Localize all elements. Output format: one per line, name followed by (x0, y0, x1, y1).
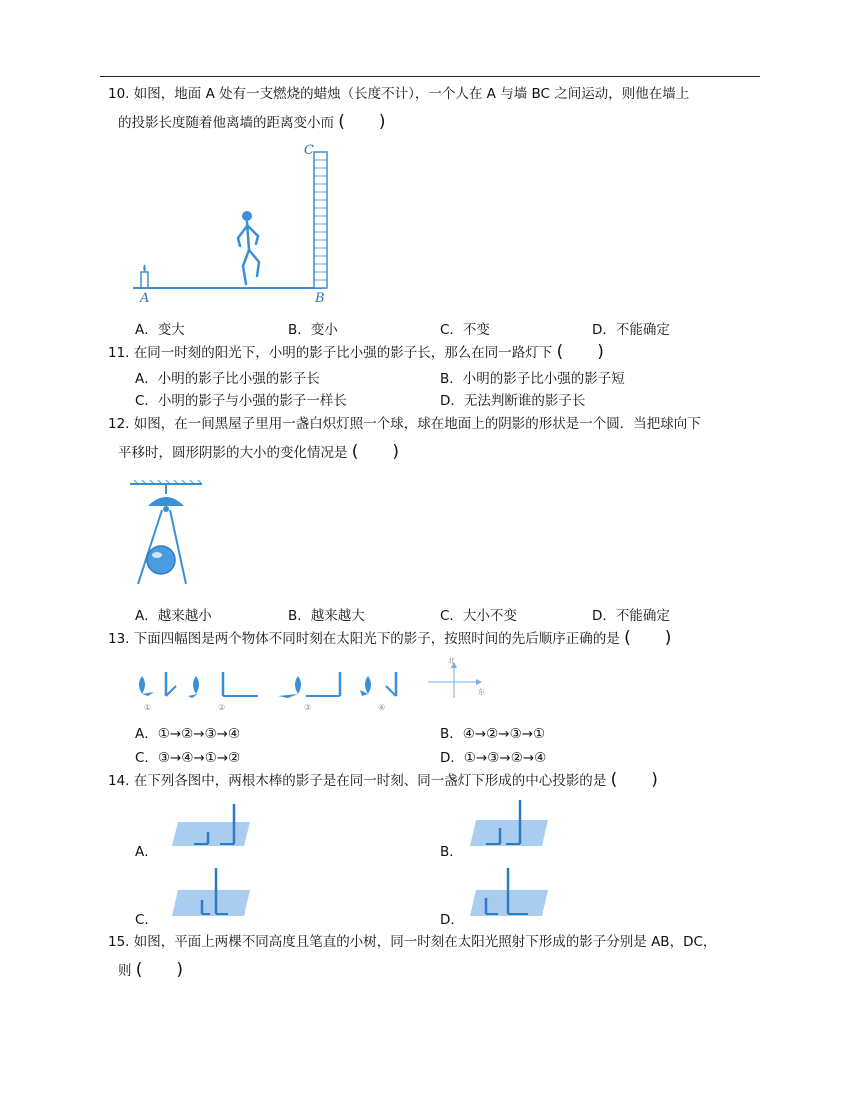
question-text: 如图，地面 A 处有一支燃烧的蜡烛（长度不计），一个人在 A 与墙 BC 之间运动，则他在墙上 (133, 86, 690, 102)
question-number: 14. (108, 773, 130, 789)
question-14 (108, 766, 764, 795)
option-a[interactable]: A．变大 (135, 322, 185, 338)
answer-paren[interactable]: ( ) (338, 112, 386, 132)
option-d[interactable]: D．不能确定 (592, 322, 670, 338)
answer-paren[interactable]: ( ) (610, 770, 658, 790)
option-d[interactable]: D．①→③→②→④ (440, 750, 547, 766)
figure-shadows-sequence (128, 654, 488, 714)
option-a[interactable]: A．越来越小 (135, 608, 212, 624)
answer-paren[interactable]: ( ) (624, 628, 672, 648)
question-number: 11. (108, 345, 130, 361)
option-c[interactable]: C．③→④→①→② (135, 750, 241, 766)
option-a[interactable]: A． (135, 844, 158, 860)
question-15 (108, 928, 764, 985)
option-d[interactable]: D． (440, 912, 464, 928)
panel-label: ② (218, 703, 226, 712)
figure-option-b-sticks (470, 798, 550, 848)
question-text: 如图，在一间黑屋子里用一盏白炽灯照一个球，球在地面上的阴影的形状是一个圆．当把球向下 (133, 416, 701, 432)
compass-north: 北 (448, 657, 455, 665)
question-text: 的投影长度随着他离墙的距离变小而 (118, 115, 334, 131)
question-text: 平移时，圆形阴影的大小的变化情况是 (118, 445, 348, 461)
option-d[interactable]: D．无法判断谁的影子长 (440, 393, 586, 409)
option-a[interactable]: A．①→②→③→④ (135, 726, 241, 742)
question-12 (108, 410, 764, 467)
option-c[interactable]: C．小明的影子与小强的影子一样长 (135, 393, 347, 409)
question-13 (108, 624, 764, 653)
option-a[interactable]: A．小明的影子比小强的影子长 (135, 371, 320, 387)
question-number: 15. (108, 934, 130, 950)
question-text: 下面四幅图是两个物体不同时刻在太阳光下的影子，按照时间的先后顺序正确的是 (133, 631, 620, 647)
question-10 (108, 80, 764, 137)
option-d[interactable]: D．不能确定 (592, 608, 670, 624)
option-b[interactable]: B． (440, 844, 463, 860)
figure-option-c-sticks (172, 866, 252, 918)
option-b[interactable]: B．越来越大 (288, 608, 365, 624)
panel-label: ④ (378, 703, 386, 712)
question-text: 则 (118, 963, 132, 979)
option-b[interactable]: B．小明的影子比小强的影子短 (440, 371, 625, 387)
label-c: C (304, 143, 314, 158)
option-c[interactable]: C．不变 (440, 322, 490, 338)
answer-paren[interactable]: ( ) (135, 960, 184, 980)
question-text: 如图，平面上两棵不同高度且笔直的小树，同一时刻在太阳光照射下形成的影子分别是 AB，DC， (133, 934, 717, 950)
question-text: 在下列各图中，两根木棒的影子是在同一时刻、同一盏灯下形成的中心投影的是 (133, 773, 607, 789)
option-c[interactable]: C． (135, 912, 158, 928)
panel-label: ① (144, 703, 152, 712)
question-number: 12. (108, 416, 130, 432)
figure-option-a-sticks (172, 802, 252, 848)
header-rule (100, 76, 760, 77)
panel-label: ③ (304, 703, 312, 712)
figure-lamp-ball (128, 478, 208, 588)
answer-paren[interactable]: ( ) (556, 342, 604, 362)
label-a: A (140, 291, 150, 306)
figure-candle-wall (128, 140, 348, 308)
option-b[interactable]: B．④→②→③→① (440, 726, 546, 742)
question-11 (108, 338, 764, 367)
option-b[interactable]: B．变小 (288, 322, 338, 338)
figure-option-d-sticks (470, 866, 550, 918)
answer-paren[interactable]: ( ) (351, 442, 400, 462)
question-number: 10. (108, 86, 130, 102)
option-c[interactable]: C．大小不变 (440, 608, 517, 624)
compass-east: 东 (478, 688, 485, 696)
label-b: B (315, 291, 325, 306)
question-number: 13. (108, 631, 130, 647)
question-text: 在同一时刻的阳光下，小明的影子比小强的影子长，那么在同一路灯下 (133, 345, 553, 361)
